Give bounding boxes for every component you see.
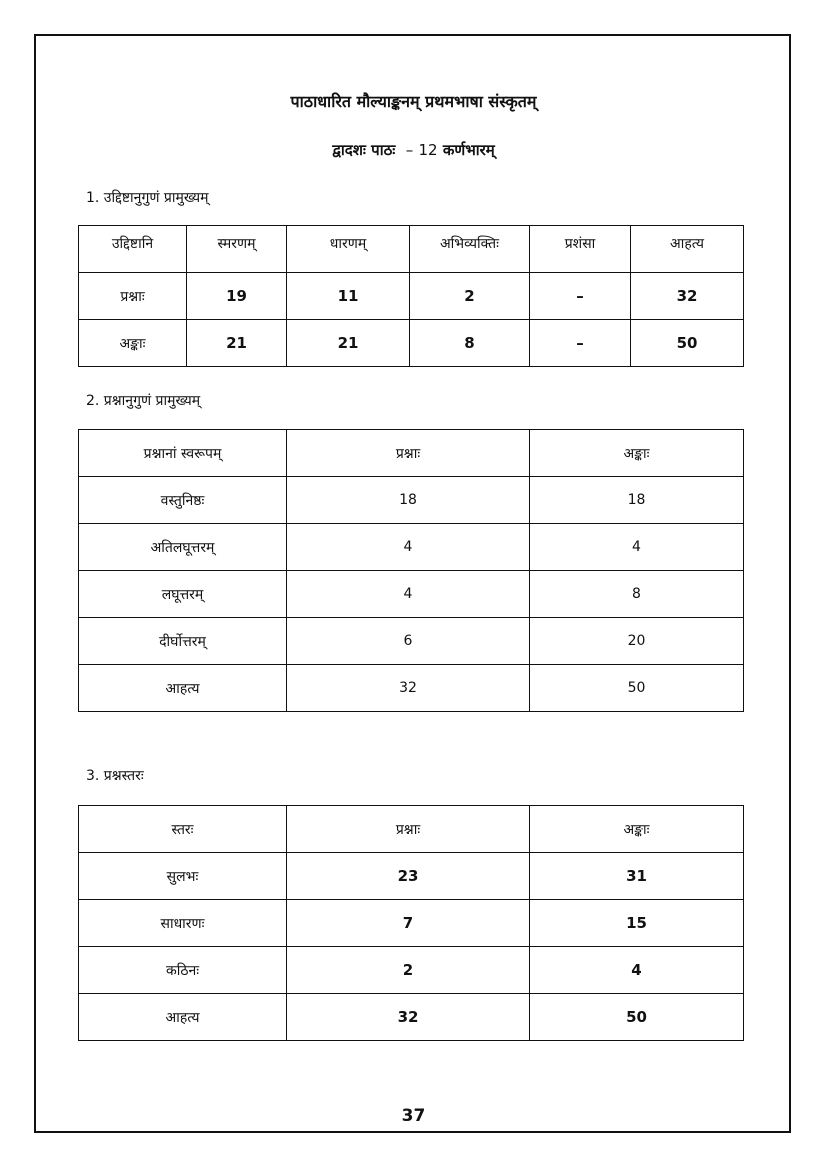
row-label: लघूत्तरम् [79,571,287,618]
table-cell: 8 [410,320,530,367]
header-cell: प्रश्नाः [287,430,530,477]
table-cell: 6 [287,618,530,665]
table-header-row [79,430,744,477]
header-cell: स्मरणम् [187,226,287,273]
row-label: आहत्य [79,994,287,1041]
header-cell: प्रशंसा [530,226,631,273]
table-row [79,273,744,320]
table-cell: 8 [530,571,744,618]
section1-heading: 1. उद्दिष्टानुगुणं प्रामुख्यम् [86,190,209,206]
table-row [79,320,744,367]
header-cell: अभिव्यक्तिः [410,226,530,273]
header-cell: अङ्काः [530,430,744,477]
lesson-dash: – [405,141,414,159]
row-label: सुलभः [79,853,287,900]
table-row [79,477,744,524]
header-cell: स्तरः [79,806,287,853]
question-type-table [78,429,744,712]
table-row [79,853,744,900]
table-row [79,994,744,1041]
table-row [79,524,744,571]
table-cell: 32 [287,994,530,1041]
row-label: प्रश्नाः [79,273,187,320]
lesson-name: कर्णभारम् [442,141,495,159]
table-cell: 18 [530,477,744,524]
row-label: अङ्काः [79,320,187,367]
table-cell: 50 [631,320,744,367]
table-cell: 7 [287,900,530,947]
row-label: वस्तुनिष्ठः [79,477,287,524]
table-row [79,947,744,994]
table-cell: 50 [530,994,744,1041]
table-cell: – [530,320,631,367]
table-cell: 11 [287,273,410,320]
page-number: 37 [401,1106,426,1126]
table-cell: 2 [287,947,530,994]
page-title: पाठाधारित मौल्याङ्कनम् प्रथमभाषा संस्कृतम् [290,92,537,111]
lesson-prefix: द्वादशः पाठः [332,141,396,159]
table-cell: 32 [631,273,744,320]
table-cell: 23 [287,853,530,900]
row-label: साधारणः [79,900,287,947]
table-row [79,900,744,947]
difficulty-level-table [78,805,744,1041]
table-row [79,618,744,665]
header-cell: धारणम् [287,226,410,273]
table-header-row [79,226,744,273]
table-cell: 18 [287,477,530,524]
section3-heading: 3. प्रश्नस्तरः [86,768,144,784]
table-row [79,665,744,712]
header-cell: आहत्य [631,226,744,273]
table-cell: 19 [187,273,287,320]
table-header-row [79,806,744,853]
table-cell: 31 [530,853,744,900]
row-label: दीर्घोत्तरम् [79,618,287,665]
table-cell: 21 [287,320,410,367]
table-cell: 4 [287,571,530,618]
table-cell: 20 [530,618,744,665]
table-cell: 15 [530,900,744,947]
header-cell: अङ्काः [530,806,744,853]
lesson-number: 12 [418,141,438,159]
row-label: कठिनः [79,947,287,994]
header-cell: उद्दिष्टानि [79,226,187,273]
table-cell: 2 [410,273,530,320]
table-cell: 32 [287,665,530,712]
table-cell: 21 [187,320,287,367]
header-cell: प्रश्नानां स्वरूपम् [79,430,287,477]
table-cell: – [530,273,631,320]
objective-weightage-table [78,225,744,367]
table-row [79,571,744,618]
lesson-subtitle [0,140,827,160]
row-label: अतिलघूत्तरम् [79,524,287,571]
table-cell: 4 [530,524,744,571]
section2-heading: 2. प्रश्नानुगुणं प्रामुख्यम् [86,393,201,409]
table-cell: 50 [530,665,744,712]
table-cell: 4 [530,947,744,994]
row-label: आहत्य [79,665,287,712]
header-cell: प्रश्नाः [287,806,530,853]
table-cell: 4 [287,524,530,571]
